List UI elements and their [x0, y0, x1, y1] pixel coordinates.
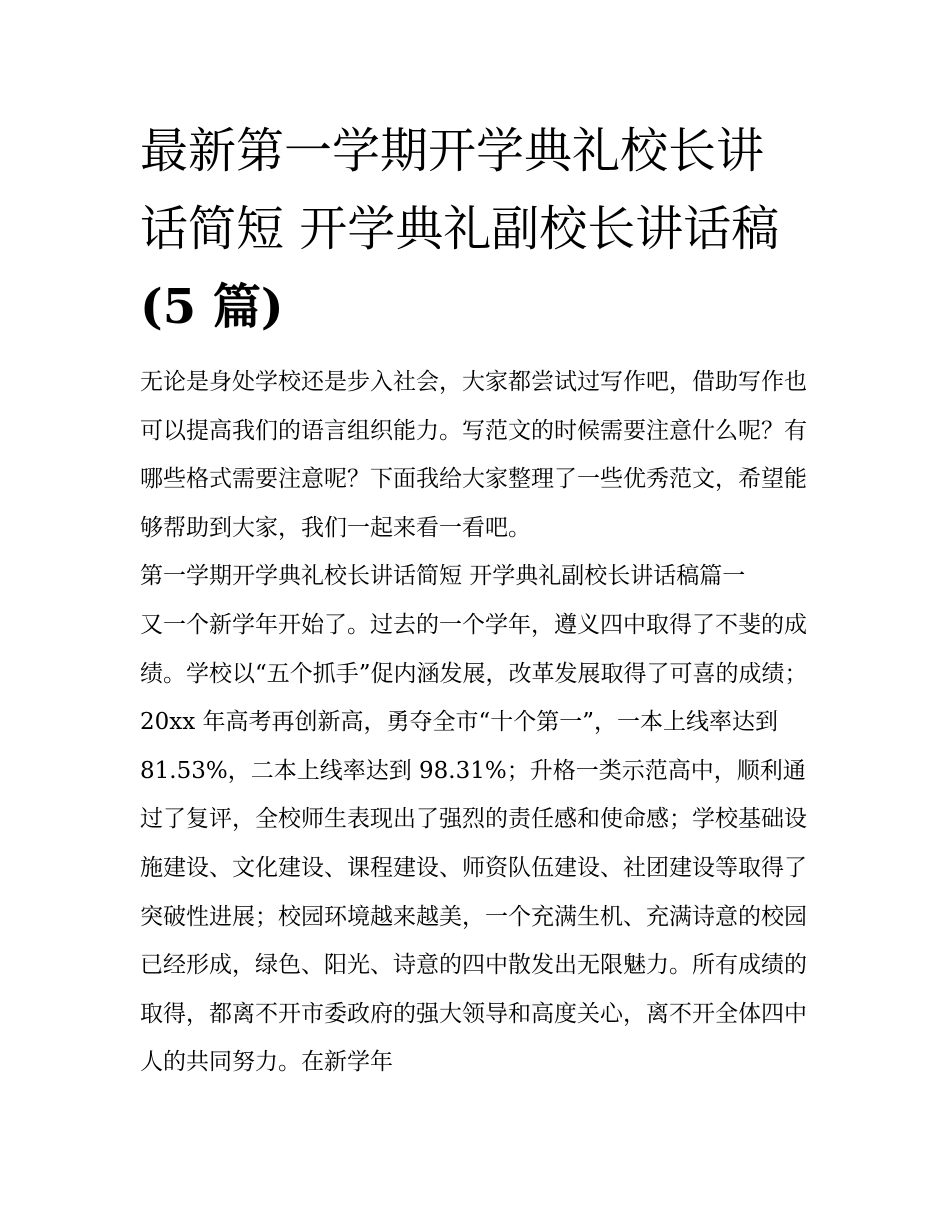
title-line-1: 最新第一学期开学典礼校长讲 — [140, 123, 765, 179]
title-line-2: 话简短 开学典礼副校长讲话稿 — [140, 201, 780, 257]
document-title — [140, 112, 820, 346]
intro-paragraph: 无论是身处学校还是步入社会，大家都尝试过写作吧，借助写作也可以提高我们的语言组织能力。写范文的时候需要注意什么呢？有哪些格式需要注意呢？下面我给大家整理了一些优秀范文，希望能够帮助到大家，我们一起来看一看吧。 — [140, 369, 807, 541]
document-body — [140, 358, 820, 1087]
section-heading: 第一学期开学典礼校长讲话简短 开学典礼副校长讲话稿篇一 — [140, 563, 746, 590]
body-paragraph: 又一个新学年开始了。过去的一个学年，遵义四中取得了不斐的成绩。学校以“五个抓手”促内涵发展，改革发展取得了可喜的成绩；20xx 年高考再创新高，勇夺全市“十个第一”，一本上线率达到 81.53%，二本上线率达到 98.31%；升格一类示范高中，顺利通过了复评，全校师生表现出了强烈的责任感和使命感；学校基础设施建设、文化建设、课程建设、师资队伍建设、社团建设等取得了突破性进展；校园环境越来越美，一个充满生机、充满诗意的校园已经形成，绿色、阳光、诗意的四中散发出无限魅力。所有成绩的取得，都离不开市委政府的强大领导和高度关心，离不开全体四中人的共同努力。在新学年 — [140, 611, 808, 1076]
title-suffix: (5 篇) — [140, 279, 284, 335]
